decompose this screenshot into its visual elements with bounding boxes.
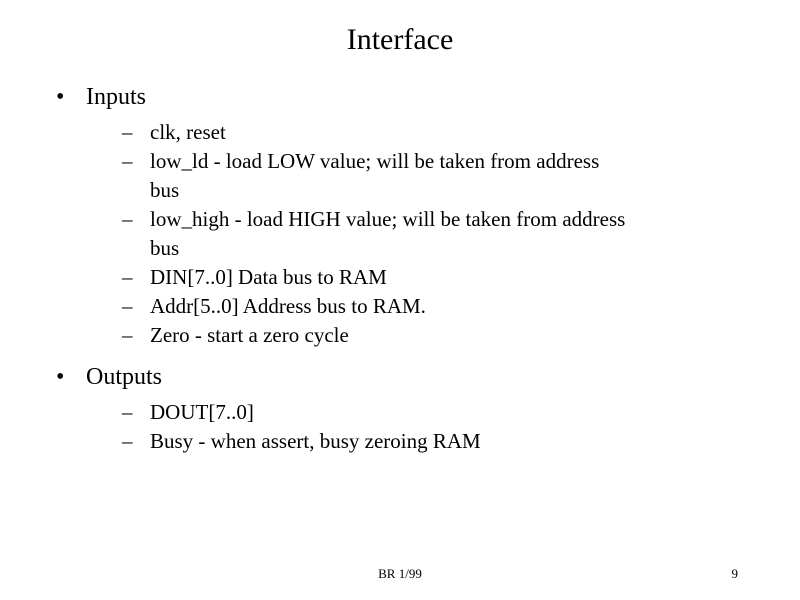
list-item	[34, 205, 768, 263]
dash-icon: –	[122, 149, 133, 173]
list-item-text: low_ld - load LOW value; will be taken from address	[150, 149, 600, 173]
section-spacer	[34, 350, 768, 362]
bullet-dot-icon: •	[56, 84, 65, 110]
dash-icon: –	[122, 323, 133, 347]
list-item-text: DIN[7..0] Data bus to RAM	[150, 265, 387, 289]
bullet-level1-outputs	[34, 362, 768, 392]
list-item	[34, 118, 768, 147]
list-item-text: clk, reset	[150, 120, 226, 144]
page-title: Interface	[346, 23, 454, 56]
bullet-dot-icon: •	[56, 364, 65, 390]
bullet-level1-label: Inputs	[86, 84, 146, 110]
list-item	[34, 398, 768, 427]
list-item	[34, 427, 768, 456]
slide-footer	[0, 556, 800, 600]
dash-icon: –	[122, 120, 133, 144]
sublist-inputs	[34, 118, 768, 350]
list-item	[34, 321, 768, 350]
slide-body	[34, 82, 768, 456]
dash-icon: –	[122, 265, 133, 289]
list-item-text-continued: bus	[150, 236, 180, 260]
list-item-text: low_high - load HIGH value; will be taken from address	[150, 207, 626, 231]
list-item-text: DOUT[7..0]	[150, 400, 254, 424]
bullet-level1-label: Outputs	[86, 364, 163, 390]
sublist-outputs	[34, 398, 768, 456]
dash-icon: –	[122, 429, 133, 453]
list-item-text-continued: bus	[150, 178, 180, 202]
footer-author-date: BR 1/99	[378, 566, 422, 581]
bullet-level1-inputs	[34, 82, 768, 112]
list-item	[34, 292, 768, 321]
list-item-text: Zero - start a zero cycle	[150, 323, 349, 347]
dash-icon: –	[122, 294, 133, 318]
footer-page-number: 9	[731, 566, 738, 581]
list-item-text: Busy - when assert, busy zeroing RAM	[150, 429, 481, 453]
list-item	[34, 263, 768, 292]
list-item-text: Addr[5..0] Address bus to RAM.	[150, 294, 426, 318]
dash-icon: –	[122, 207, 133, 231]
list-item	[34, 147, 768, 205]
dash-icon: –	[122, 400, 133, 424]
